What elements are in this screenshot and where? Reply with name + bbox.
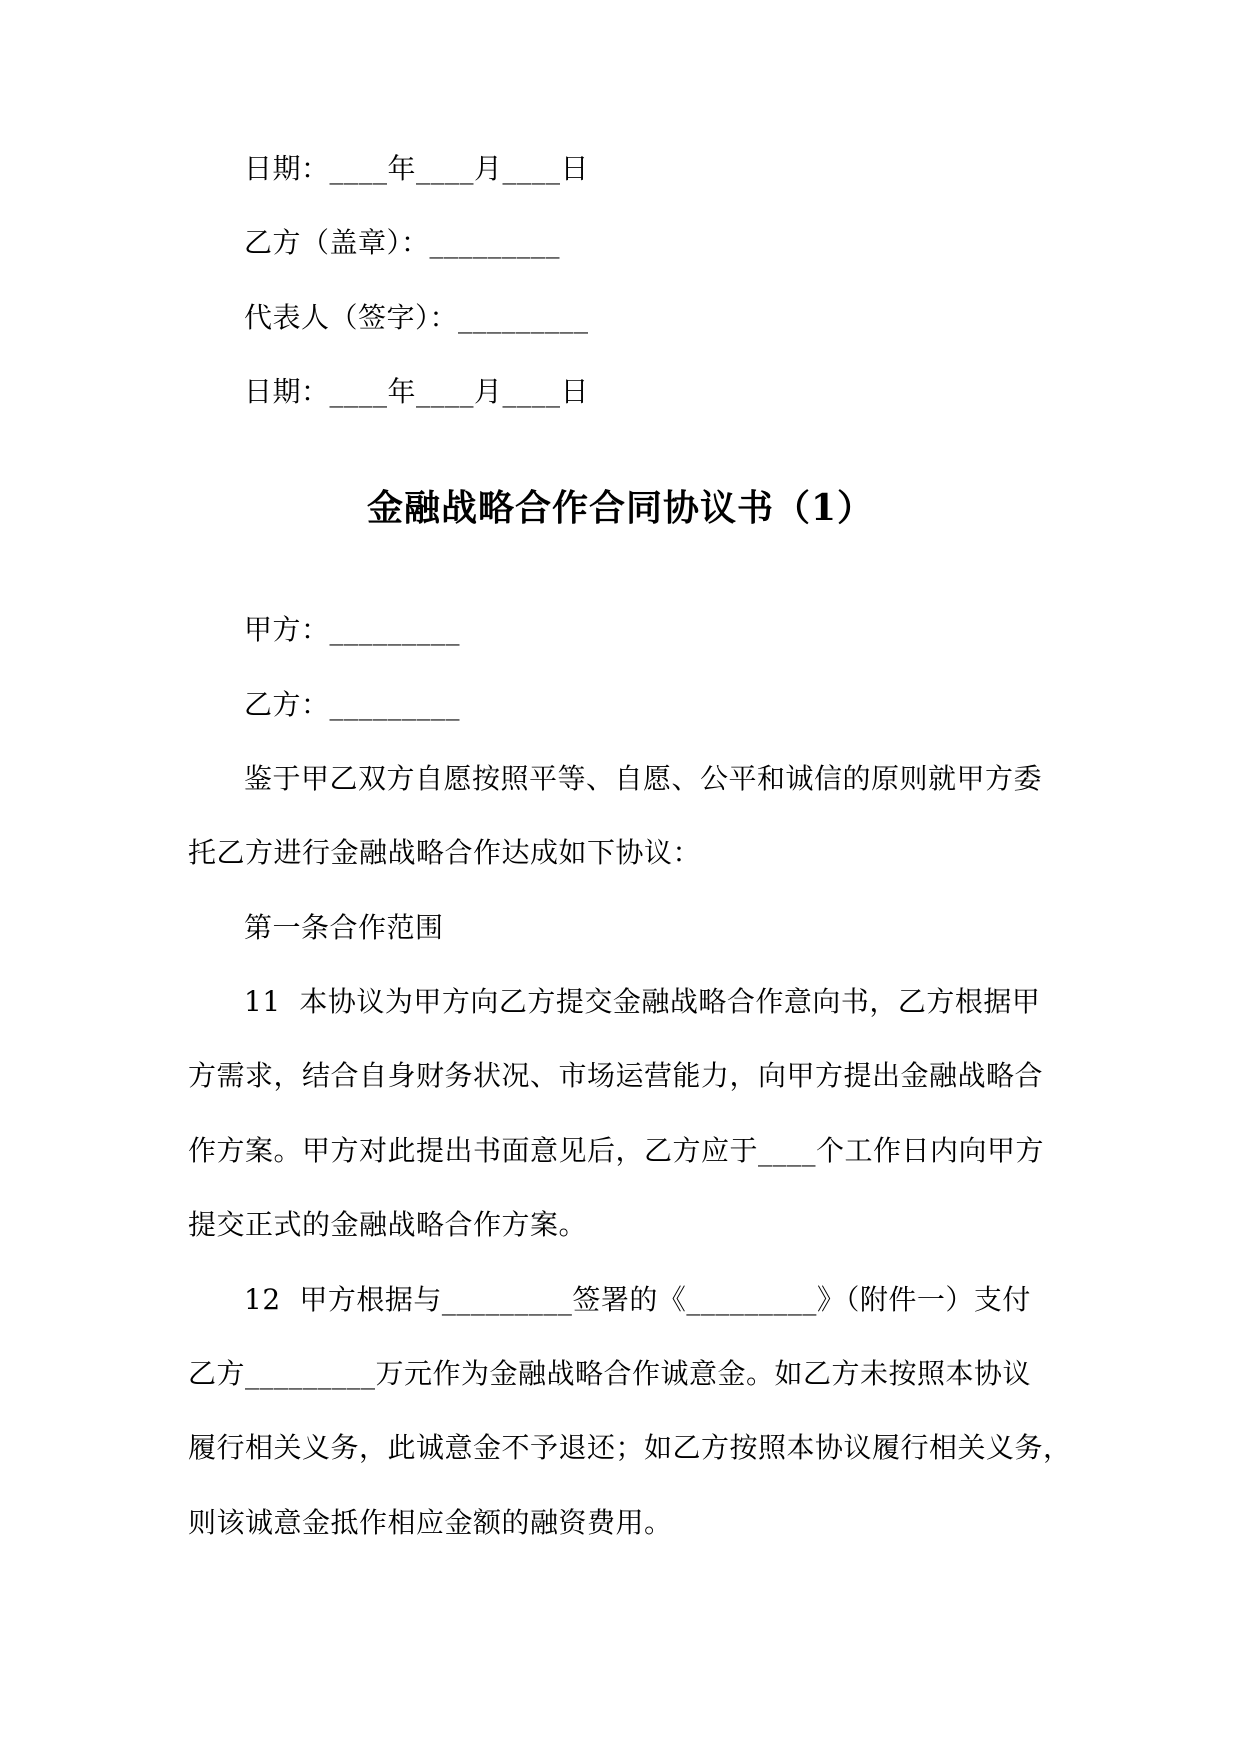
clause-11-line-2: 方需求，结合自身财务状况、市场运营能力，向甲方提出金融战略合 [188,1059,1044,1092]
preamble-line-1: 鉴于甲乙双方自愿按照平等、自愿、公平和诚信的原则就甲方委 [244,762,1043,795]
party-b-seal-line: 乙方（盖章）：_________ [244,226,561,259]
signature-date-line-1: 日期：____年____月____日 [244,152,590,185]
document-title: 金融战略合作合同协议书（1） [366,487,875,529]
representative-sign-line: 代表人（签字）：_________ [244,301,589,334]
article-1-heading: 第一条合作范围 [244,911,444,944]
clause-12-line-3: 履行相关义务，此诚意金不予退还；如乙方按照本协议履行相关义务， [188,1431,1072,1464]
clause-11-line-3: 作方案。甲方对此提出书面意见后，乙方应于____个工作日内向甲方 [188,1134,1045,1167]
signature-date-line-2: 日期：____年____月____日 [244,375,590,408]
party-a-line: 甲方：_________ [244,613,461,646]
preamble-line-2: 托乙方进行金融战略合作达成如下协议： [188,836,702,869]
clause-11-line-4: 提交正式的金融战略合作方案。 [188,1208,588,1241]
clause-11-line-1: 11 本协议为甲方向乙方提交金融战略合作意向书，乙方根据甲 [244,985,1041,1018]
party-b-line: 乙方：_________ [244,688,461,721]
clause-12-line-4: 则该诚意金抵作相应金额的融资费用。 [188,1506,673,1539]
clause-12-line-2: 乙方_________万元作为金融战略合作诚意金。如乙方未按照本协议 [188,1357,1032,1390]
clause-12-line-1: 12 甲方根据与_________签署的《_________》（附件一）支付 [244,1283,1031,1316]
